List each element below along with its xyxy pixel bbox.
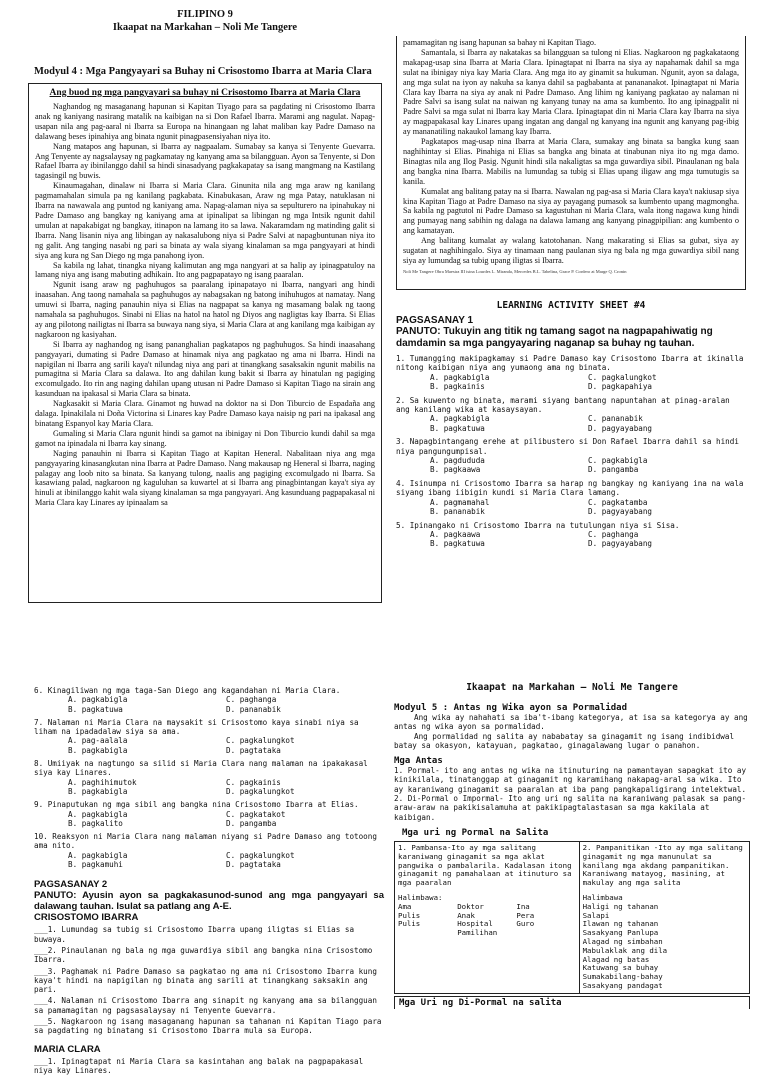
paragraph: Sa kabila ng lahat, tinangka niyang kalimutan ang mga nangyari at sa halip ay ipinagpatuloy na lamang niya ang isang mabuting adhikain. Ito ang pagpapatayo ng isang paaralan. (35, 260, 375, 280)
example-word: Hospital (457, 919, 493, 929)
pampanitikan-cell (579, 841, 749, 993)
paragraph: Naging panauhin ni Ibarra si Kapitan Tiago at Kapitan Heneral. Nabalitaan niya ang mga pangyayaring kinasangkutan nina Ibarra at Padre Damaso. Nang makausap ng Heneral si Ibarra, naging palagay ang loob nito sa binata. Sa kanyang tulong, naalis ang pagiging excomulgado ni Ibarra. Sa kasawiang palad, nagkaroon ng kaguluhan sa kuwartel at si Ibarra ang pinagbintangan kaya't siya ay hinuli at ibinilanggo kahit wala siyang kinalaman sa mga pangyayari. Ang kasunduang pagpapakasal ni Maria Clara kay Linares ay ipinaalam sa (35, 448, 375, 508)
question-item (396, 437, 746, 475)
pambansa-def: 1. Pambansa-Ito ay mga salitang karaniwang ginagamit sa mga aklat pangwika o pambalarila. Kadalasan itong ginagamit ng pamahalaan at itinuturo sa mga paaralan (398, 842, 572, 888)
choice-a: A. pag-aalala (68, 736, 128, 746)
question-item (396, 396, 746, 434)
question-text: 6. Kinagiliwan ng mga taga-San Diego ang kagandahan ni Maria Clara. (34, 686, 341, 695)
choice-d: D. pagkalungkot (226, 786, 295, 796)
continuation-box (396, 36, 746, 290)
mga-antas-heading: Mga Antas (394, 756, 443, 767)
example-phrase: Alagad ng simbahan (582, 936, 663, 946)
module4-title: Modyul 4 : Mga Pangyayari sa Buhay ni Crisostomo Ibarra at Maria Clara (34, 66, 372, 77)
story-title: Ang buod ng mga pangyayari sa buhay ni Crisostomo Ibarra at Maria Clara (49, 88, 361, 98)
choice-c: C. pagkalungkot (226, 850, 295, 860)
question-text: 7. Nalaman ni Maria Clara na maysakit si Crisostomo kaya sinabi niya sa liham na ipadadalaw siya sa ama. (34, 717, 359, 737)
question-item (34, 759, 384, 796)
example-word: Guro (516, 919, 535, 929)
example-phrase: Sumakabilang-bahay (582, 972, 663, 982)
example-phrase: Salapi (582, 910, 610, 920)
module5-title: Modyul 5 : Antas ng Wika ayon sa Pormalidad (394, 703, 627, 713)
example-word: Ama (398, 901, 412, 911)
question-item (34, 686, 384, 714)
choice-d: D. pagtataka (226, 745, 281, 755)
story-paragraphs (35, 102, 375, 508)
answer-choices (34, 810, 384, 829)
answer-choices (396, 456, 746, 475)
choice-d: D. pangamba (588, 465, 639, 475)
paragraph: Nagkasakit si Maria Clara. Ginamot ng huwad na doktor na si Don Tiburcio de Espadaña ang dalaga. Ipinakilala ni Doña Victorina si Linares kay Padre Damaso kaya naisip ng pari na ipakasal ang binatang Espanyol kay Maria Clara. (35, 399, 375, 428)
paragraph: Pagkatapos mag-usap nina Ibarra at Maria Clara, sumakay ang binata sa bangka kung saan naghihintay si Elias. Pinahiga ni Elias sa bangka ang binata at tinabunan niya ito ng mga damo. Binagtas nila ang Ilog Pasig. Ngunit hindi sila nakaligtas sa mga guwardiya sibil. Pinaulanan ng bala ang bangka nina Ibarra. Mabilis na lumundag sa tubig si Elias upang iligaw ang mga tumutugis sa kanila. (403, 137, 739, 186)
question-text: 10. Reaksyon ni Maria Clara nang malaman niyang si Padre Damaso ang totoong ama nito. (34, 832, 377, 851)
pormal-table (394, 841, 750, 994)
choice-b: B. pagkainis (430, 382, 485, 392)
continuation-section (396, 36, 746, 658)
answer-choices (396, 498, 746, 517)
module5-intro-2: Ang pormalidad ng salita ay nababatay sa ginagamit ng isang indibidwal batay sa okasyon, katayuan, pagkatao, ginagalawang lugar o panahon. (394, 731, 735, 750)
paragraph: Si Ibarra ay naghandog ng isang pananghalian pagkatapos ng paghuhugos. Sa hindi inaasahang pangyayari, dumating si Padre Damaso at hinamak niya ang pagkatao ng ama ni Ibarra. Hindi na napigilan ni Ibarra ang sarili kaya't nilundag niya ang pari at tinangkang sasaksakin ngunit mabilis na pumagitna si Maria Clara sa dalawa. Ito ang dahilan kung bakit si Ibarra ay hinatulan ng pagiging excomulgado. Ito rin ang naging dahilan upang utusan ni Padre Damaso si Kapitan Tiago na sirain ang kasunduan na ipakasal si Maria Clara sa binata. (35, 339, 375, 399)
choice-d: D. pagkapahiya (588, 382, 653, 392)
question-item (34, 718, 384, 755)
paragraph: Naghandog ng masaganang hapunan si Kapitan Tiyago para sa pagdating ni Crisostomo Ibarra anak ng kaniyang nasirang matalik na kaibigan na si Don Rafael Ibarra. Marami ang nagulat. Napag-usapan nila ang pag-aaral ni Ibarra sa Europa na hinangaan ng lahat maliban kay Padre Damaso na dalawang beses ipinahiya ang binata ngunit pinagpasensiyahan niya ito. (35, 102, 375, 141)
choice-a: A. pagkabigla (68, 695, 128, 705)
example-word: Pera (516, 910, 535, 920)
choice-c: C. paghanga (226, 695, 277, 705)
continuation-paragraphs (403, 48, 739, 266)
question-text: 2. Sa kuwento ng binata, marami siyang bantang napuntahan at pinag-aralan ang kanilang wika at kasaysayan. (396, 395, 730, 415)
paragraph: Samantala, si Ibarra ay nakatakas sa bilangguan sa tulong ni Elias. Nagkaroon ng pagkakataong makapag-usap sina Ibarra at Maria Clara. Ipinagtapat ni Ibarra na siya ay napahamak dahil sa mga sulat na ibinigay niya kay Maria Clara. Ang mga ito ay ginamit sa hukuman. Ngunit, ayon sa dalaga, ang mga sulat na iyon ay nakuha sa kanya dahil sa pagbabanta at panananakot. Ipinagtapat ni Maria Clara kay Ibarra na siya ay anak ni Padre Damaso. Ang lihim ng kaniyang pagkatao ay nalaman ni Padre Salvi sa isang sulat na naiwan ng kanyang tunay na ama sa kumbento. Ito ang ipinagpalit ni Padre Salvi sa mga sulat ni Ibarra kay Maria Clara. Ipinagtapat din ni Maria Clara kay Ibarra na siya ay magpapakasal kay Linares upang ingatan ang dangal ng kanyang ina ngunit ang kanyang pag-ibig ay mananatiling nakaukol lamang kay Ibarra. (403, 47, 739, 137)
pagsasanay1-label: PAGSASANAY 1 (396, 315, 474, 326)
pampanitikan-examples (583, 903, 746, 991)
sequence-item: ___2. Pinaulanan ng bala ng mga guwardiya sibil ang bangka nina Crisostomo Ibarra. (34, 945, 373, 965)
pambansa-examples (398, 903, 576, 938)
choice-a: A. pagkabigla (430, 414, 490, 424)
answer-choices (34, 736, 384, 755)
choice-b: B. pagkatuwa (68, 704, 123, 714)
answer-choices (34, 695, 384, 714)
example-phrase: Haligi ng tahanan (582, 901, 659, 911)
choice-a: A. paghihimutok (68, 777, 137, 787)
halimbawa-label-2: Halimbawa (582, 892, 623, 902)
module5-header: Ikaapat na Markahan – Noli Me Tangere (466, 682, 678, 693)
panuto2: PANUTO: Ayusin ayon sa pagkakasunod-sunod ang mga pangyayari sa dalawang tauhan. Isulat sa patlang ang A-E. (34, 890, 384, 913)
halimbawa-label-1: Halimbawa: (398, 892, 443, 902)
question-item (34, 832, 384, 869)
activity-items (396, 354, 746, 549)
answer-choices (34, 851, 384, 870)
paragraph: Gumaling si Maria Clara ngunit hindi sa gamot na ibinigay ni Don Tiburcio kundi dahil sa mga gamot na ipinadala ni Ibarra kay sinang. (35, 428, 375, 448)
sequence-item: ___1. Ipinagtapat ni Maria Clara sa kasintahan ang balak na pagpapakasal niya kay Linares. (34, 1056, 364, 1075)
uri-dipormal-heading: Mga Uri ng Di-Pormal na salita (394, 996, 750, 1009)
sequence-item: ___1. Lumundag sa tubig si Crisostomo Ibarra upang iligtas si Elias sa buwaya. (34, 925, 355, 944)
example-phrase: Ilawan ng tahanan (582, 919, 659, 929)
choice-a: A. pagkaawa (430, 529, 481, 539)
choice-a: A. pagdududa (430, 456, 485, 466)
maria-clara-items (34, 1057, 384, 1075)
quarter-title: Ikaapat na Markahan – Noli Me Tangere (112, 22, 298, 33)
choice-c: C. paghanga (588, 529, 639, 539)
example-phrase: Katuwang sa buhay (582, 963, 659, 973)
question-item (34, 800, 384, 828)
choice-a: A. pagmamahal (430, 497, 490, 507)
choice-a: A. pagkabigla (430, 372, 490, 382)
answer-choices (396, 373, 746, 392)
document-header (28, 8, 382, 34)
question-item (396, 479, 746, 517)
activity-sheet-title: LEARNING ACTIVITY SHEET #4 (496, 300, 646, 311)
question-text: 8. Umiiyak na nagtungo sa silid si Maria Clara nang malaman na ipakakasal siya kay Linares. (34, 759, 368, 778)
uri-pormal-heading: Mga uri ng Pormal na Salita (402, 827, 549, 838)
example-word: Pamilihan (457, 928, 498, 938)
continuation-lead: pamamagitan ng isang hapunan sa bahay ni Kapitan Tiago. (403, 38, 597, 47)
choice-c: C. pananabik (588, 414, 643, 424)
choice-a: A. pagkabigla (68, 850, 128, 860)
activity-items-cont (34, 686, 384, 869)
bottom-left-section (34, 682, 384, 1075)
question-item (396, 521, 746, 549)
sequence-item: ___3. Paghamak ni Padre Damaso sa pagkatao ng ama ni Crisostomo Ibarra kung kaya't hindi na napigilan ng binata ang sarili at tinangkang saksakin ang pari. (34, 966, 377, 995)
choice-d: D. pananabik (226, 704, 281, 714)
sequence-item: ___5. Nagkaroon ng isang masaganang hapunan sa tahanan ni Kapitan Tiago para sa pagdating ng binatang si Crisostomo Ibarra mula sa Europa. (34, 1017, 382, 1036)
pagsasanay2-label: PAGSASANAY 2 (34, 879, 108, 891)
example-phrase: Alagad ng batas (582, 954, 650, 964)
story-section (28, 56, 382, 648)
example-word: Anak (457, 910, 475, 920)
module5-intro-1: Ang wika ay nahahati sa iba't-ibang kategorya, at isa sa kategorya ay ang antas ng wika ayon sa pormalidad. (394, 713, 748, 732)
crisostomo-items (34, 925, 384, 1035)
choice-c: C. pagkainis (226, 777, 281, 787)
example-word (398, 929, 457, 938)
choice-a: A. pagkabigla (68, 809, 128, 819)
sequence-item: ___4. Nalaman ni Crisostomo Ibarra ang sinapit ng kanyang ama sa bilangguan sa pamamagitan ng pagsasalaysay ni Tenyente Guevarra. (34, 996, 377, 1015)
paragraph: Ang balitang kumalat ay walang katotohanan. Nang makarating si Elias sa gubat, siya ay sugatan at naghihingalo. Siya ay tinamaan nang paulanan siya ng bala ng mga guwardiya sibil nang siya ay lumundag sa tubig upang iligtas si Ibarra. (403, 236, 739, 265)
pampanitikan-def: 2. Pampanitikan -Ito ay mga salitang ginagamit ng mga manunulat sa kanilang mga akdang pampanitikan. Karaniwang matayog, masining, at makulay ang mga salita (582, 842, 743, 888)
example-phrase: Sasakyang Panlupa (582, 928, 659, 938)
pambansa-cell (395, 841, 580, 993)
choice-d: D. pagyayabang (588, 423, 653, 433)
example-word: Pulis (398, 910, 421, 920)
antas-pormal: 1. Pormal- ito ang antas ng wika na itinuturing na pamantayan sapagkat ito ay kinikilala, tinatanggap at ginagamit ng karamihang nakapag-aral sa wika. Ito ay karaniwang ginagamit sa paaralan at iba pang pangkapaligirang intelektwal. (394, 766, 747, 794)
paragraph: Nang matapos ang hapunan, si Ibarra ay nagpaalam. Sumabay sa kanya si Tenyente Guevarra. Ang Tenyente ay nagsalaysay ng pagkamatay ng kanyang ama sa bilangguan. Ayon sa Tenyente, si Don Rafael Ibarra ay ibinilanggo dahil sa hindi sinasadyang pagkakapatay sa isang mangmang na Kastilang tagasingil ng buwis. (35, 141, 375, 181)
choice-b: B. pagkatuwa (430, 539, 485, 549)
choice-b: B. pagkabigla (68, 786, 128, 796)
choice-d: D. pagyayabang (588, 507, 653, 517)
question-item (396, 354, 746, 392)
choice-b: B. pagkatuwa (430, 423, 485, 433)
choice-b: B. pagkalito (68, 818, 123, 828)
panuto1: PANUTO: Tukuyin ang titik ng tamang sagot na nagpapahiwatig ng damdamin sa mga pangyayaring naganap sa buhay ng tauhan. (396, 326, 713, 349)
crisostomo-title: CRISOSTOMO IBARRA (34, 912, 139, 924)
question-text: 4. Isinumpa ni Crisostomo Ibarra sa harap ng bangkay ng kaniyang ina na wala siyang ibang iibigin kundi si Maria Clara lamang. (396, 478, 744, 498)
choice-c: C. pagkatamba (588, 497, 648, 507)
choice-b: B. pagkaawa (430, 465, 481, 475)
question-text: 5. Ipinangako ni Crisostomo Ibarra na tutulungan niya si Sisa. (396, 520, 680, 530)
bottom-right-section (394, 682, 750, 1024)
question-text: 9. Pinaputukan ng mga sibil ang bangka nina Crisostomo Ibarra at Elias. (34, 800, 359, 810)
question-text: 3. Napagbintangang erehe at pilibustero si Don Rafael Ibarra dahil sa hindi niya pangungumpisal. (396, 437, 739, 456)
maria-clara-title: MARIA CLARA (34, 1043, 101, 1055)
choice-d: D. pagtataka (226, 860, 281, 870)
example-word: Ina (516, 901, 530, 911)
choice-d: D. pangamba (226, 818, 277, 828)
example-phrase: Mabulaklak ang dila (582, 945, 668, 955)
choice-d: D. pagyayabang (588, 539, 653, 549)
example-word (516, 929, 575, 938)
answer-choices (34, 778, 384, 797)
subject-title: FILIPINO 9 (177, 9, 233, 20)
paragraph: Ngunit isang araw ng paghuhugos sa paaralang ipinapatayo ni Ibarra, nangyari ang hindi inaasahan. Ang taong namahala sa paghuhugos ay nabagsakan ng batong inihuhugos at namatay. Nang umuwi si Ibarra, naging panauhin niya si Elias na nagpapat sa kanya ng masamang balak ng taong namahala sa paghuhugos. Sinabi ni Elias na hatol na hatol ng Diyos ang nagligtas kay Ibarra. Si Elias ay ang pilotong nailigtas ni Ibarra sa buwaya nang siya, si Maria Clara at ang kanilang mga kaibigan ay nagkaroon ng kasiyahan. (35, 280, 375, 339)
paragraph: Kumalat ang balitang patay na si Ibarra. Nawalan ng pag-asa si Maria Clara kaya't nakiusap siya kina Kapitan Tiago at Padre Damaso na siya ay payagang pumasok sa kumbento upang magmongha. Sa kabila ng pagtutol ni Padre Damaso sa kagustuhan ni Maria Clara, wala itong nagawa kung hindi ang pumayag nang sabihin ng dalaga na dalawa lamang ang kanyang pinagpipilian: ang kumbento o ang kamatayan. (403, 186, 739, 236)
choice-c: C. pagkabigla (588, 456, 648, 466)
antas-dipormal: 2. Di-Pormal o Impormal- Ito ang uri ng salita na karaniwang palasak sa pang-araw-araw na pakikisalamuha at pakikipagtalastasan sa mga kakilala at kaibigan. (394, 794, 747, 822)
choice-c: C. pagkalungkot (226, 736, 295, 746)
example-word: Pulis (398, 919, 421, 929)
choice-b: B. pananabik (430, 507, 485, 517)
answer-choices (396, 414, 746, 433)
example-phrase: Sasakyang pandagat (582, 980, 663, 990)
choice-c: C. pagkalungkot (588, 372, 657, 382)
story-box (28, 83, 382, 603)
paragraph: Kinaumagahan, dinalaw ni Ibarra si Maria Clara. Ginunita nila ang mga araw ng kanilang pagmamahalan simula pa ng kanilang pagkabata. Kinabukasan, Araw ng mga Patay, natuklasan ni Ibarra na nawawala ang puntod ng kaniyang ama. Napag-alaman niya sa sepulturero na ipinahukay ni Padre Damaso ang bangkay ng kaniyang ama at ipinalipat sa libingan ng mga Intsik ngunit dahil umulan at napakabigat ng bangkay, itinapon na lamang ito sa lawa. Nakaramdam ng matinding galit si Ibarra. Nang lisanin niya ang libingan ay nakasalubong niya si Padre Salvi at napagbuntunan niya ito ng galit. Ang tanging nasabi ng pari sa binata ay wala siyang kinalaman sa mga pangyayari at hindi siya ang kura ng San Diego ng mga panahong iyon. (35, 181, 375, 260)
question-text: 1. Tumangging makipagkamay si Padre Damaso kay Crisostomo Ibarra at ikinalla nitong kaibigan niya ang yumaong ama ng binata. (396, 354, 744, 373)
choice-b: B. pagkamuhi (68, 860, 123, 870)
choice-c: C. pagkatakot (226, 809, 286, 819)
answer-choices (396, 530, 746, 549)
choice-b: B. pagkabigla (68, 745, 128, 755)
source-credit: Noli Me Tangere Obra Maestra III isina Lourdes L. Miranda, Mercedes B.L. Tabelina, Grace P. Cordero at Marge Q. Cronin (403, 268, 627, 274)
example-word: Doktor (457, 901, 484, 911)
